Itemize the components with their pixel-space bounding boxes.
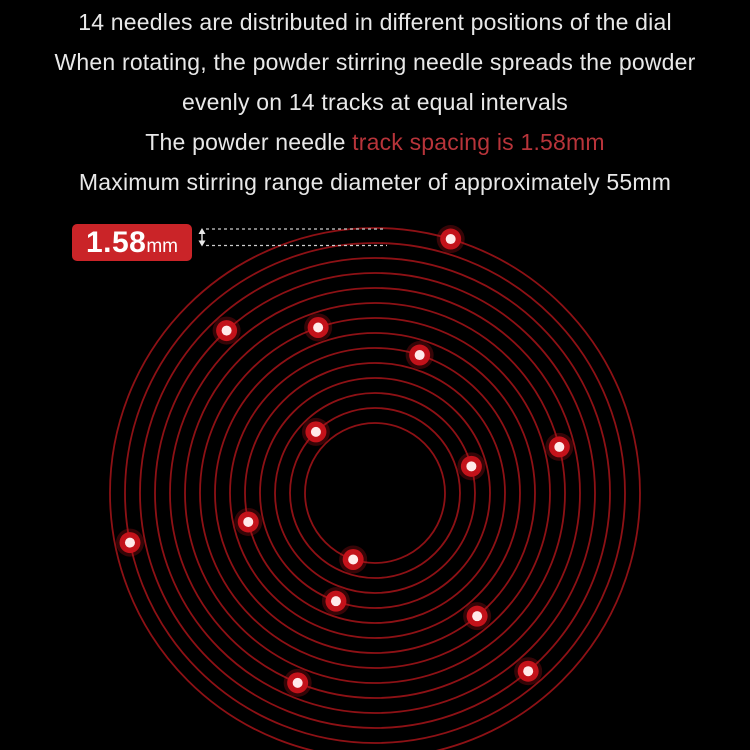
needle-dot-track-8	[304, 313, 332, 341]
heading-line-4	[0, 122, 750, 162]
needle-dot-track-3	[457, 452, 485, 480]
track-circle-12	[140, 258, 610, 728]
track-circle-1	[305, 423, 445, 563]
needle-dot-track-11	[213, 317, 241, 345]
heading-line-1: 14 needles are distributed in different positions of the dial	[78, 9, 672, 35]
heading-line-3: evenly on 14 tracks at equal intervals	[181, 89, 569, 115]
track-circle-5	[245, 363, 505, 623]
track-circle-7	[215, 333, 535, 653]
needle-dot-track-2	[302, 418, 330, 446]
needle-dot-track-14	[437, 225, 465, 253]
needle-dot-track-10	[284, 669, 312, 697]
needle-dot-track-7	[463, 602, 491, 630]
spacing-dimension-arrow-icon	[199, 228, 206, 247]
heading-block	[0, 2, 750, 202]
needle-dot-track-1	[339, 546, 367, 574]
needle-dot-track-4	[322, 587, 350, 615]
heading-line-4-red: track spacing is 1.58mm	[352, 129, 605, 155]
needle-dot-track-13	[116, 529, 144, 557]
track-circle-4	[260, 378, 490, 608]
track-circle-10	[170, 288, 580, 698]
track-circle-6	[230, 348, 520, 638]
needle-dot-track-9	[545, 433, 573, 461]
track-circle-9	[185, 303, 565, 683]
heading-line-4-white: The powder needle	[145, 129, 353, 155]
track-spacing-unit: mm	[146, 236, 179, 257]
needle-dot-track-12	[514, 657, 542, 685]
needle-dot-track-6	[406, 341, 434, 369]
track-spacing-label	[72, 224, 192, 261]
track-circle-14	[110, 228, 640, 750]
track-spacing-value: 1.58	[85, 226, 147, 259]
heading-line-5: Maximum stirring range diameter of approximately 55mm	[78, 169, 672, 195]
track-circle-8	[200, 318, 550, 668]
heading-line-2: When rotating, the powder stirring needle spreads the powder	[54, 49, 696, 75]
needle-dot-track-5	[234, 508, 262, 536]
